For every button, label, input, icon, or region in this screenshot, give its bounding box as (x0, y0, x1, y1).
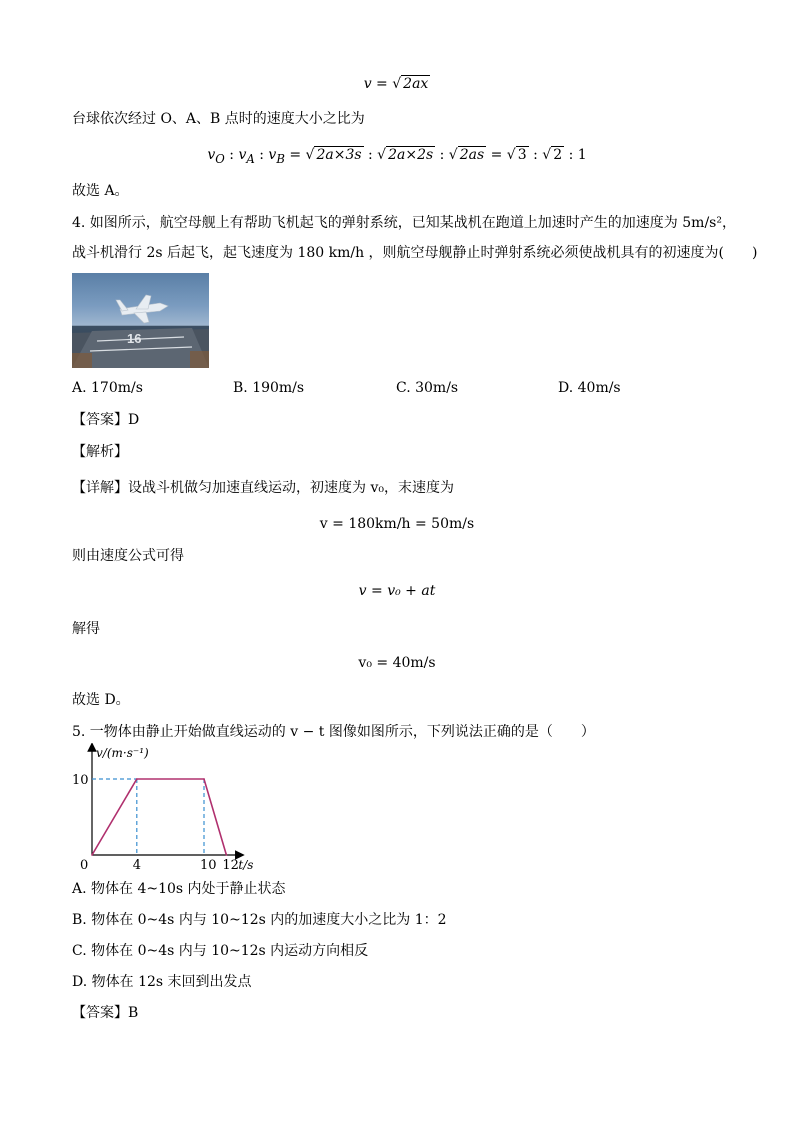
ratio-v-b: $v_B$ (268, 147, 285, 166)
q4-stem-line2: 战斗机滑行 2s 后起飞，起飞速度为 180 km/h ，则航空母舰静止时弹射系统必须使战机具有的初速度为( ) (72, 245, 758, 261)
q4-option-d: D. 40m/s (558, 380, 621, 396)
ratio-tail: : 1 (568, 147, 587, 163)
q5-answer (72, 1003, 138, 1023)
ratio-sqrt-2: 2a×2s (388, 147, 434, 163)
q4-detail (72, 478, 454, 498)
q4-answer-value: D (128, 412, 140, 428)
q4-eq1: v = 180km/h = 50m/s (319, 516, 475, 532)
q4-detail-label: 【详解】 (72, 480, 128, 496)
data-point-3 (226, 854, 228, 856)
q4-eq3: v₀ = 40m/s (358, 655, 436, 671)
x-axis-label: t/s (238, 858, 254, 872)
velocity-series-line (92, 779, 226, 855)
ratio-intro: 台球依次经过 O、A、B 点时的速度大小之比为 (72, 111, 365, 127)
formula-lhs: v = (363, 76, 388, 92)
q5-option-b: B. 物体在 0~4s 内与 10~12s 内的加速度大小之比为 1：2 (72, 912, 447, 928)
ratio-v-o: $v_O$ (207, 147, 225, 166)
aircraft-carrier-photo (72, 273, 209, 368)
ratio-formula: $v_O$ : $v_A$ : $v_B$ = √ 2a×3s : √ 2a×2s : √ 2as = √ 3 : √ 2 : 1 (207, 147, 587, 166)
x-tick-0: 0 (80, 858, 89, 873)
y-tick-10: 10 (72, 773, 89, 788)
q5-answer-label: 【答案】 (72, 1005, 128, 1021)
q4-eq2: v = v₀ + at (358, 583, 436, 599)
q4-stem-line1: 4. 如图所示，航空母舰上有帮助飞机起飞的弹射系统，已知某战机在跑道上加速时产生的加速度为 5m/s²， (72, 215, 736, 231)
data-point-1 (136, 778, 138, 780)
data-point-2 (203, 778, 205, 780)
q4-choose: 故选 D。 (72, 692, 130, 708)
q5-option-d: D. 物体在 12s 末回到出发点 (72, 974, 252, 990)
q4-detail-text: 设战斗机做匀加速直线运动，初速度为 v₀，末速度为 (128, 480, 454, 496)
vt-graph (72, 743, 272, 873)
q5-answer-value: B (128, 1005, 139, 1021)
q4-option-a: A. 170m/s (72, 380, 143, 396)
x-tick-4: 4 (132, 858, 142, 873)
x-tick-12: 12 (222, 858, 239, 873)
ratio-sqrt-5: 2 (553, 147, 563, 163)
ratio-sqrt-3: 2as (459, 147, 485, 163)
ratio-v-a: $v_A$ (238, 147, 255, 166)
formula-sqrt: 2ax (403, 76, 429, 92)
q4-option-c: C. 30m/s (396, 380, 459, 396)
ratio-sqrt-4: 3 (517, 147, 527, 163)
answer-a-line: 故选 A。 (72, 183, 129, 199)
q4-option-b: B. 190m/s (233, 380, 305, 396)
q5-option-c: C. 物体在 0~4s 内与 10~12s 内运动方向相反 (72, 943, 369, 959)
q5-stem: 5. 一物体由静止开始做直线运动的 v − t 图像如图所示，下列说法正确的是（ ） (72, 724, 595, 740)
q4-answer (72, 410, 139, 430)
deck-number: 16 (127, 331, 142, 346)
data-point-0 (91, 854, 93, 856)
q4-answer-label: 【答案】 (72, 412, 128, 428)
y-axis-label: v/(m·s⁻¹) (96, 746, 149, 760)
q4-solve-text: 解得 (72, 621, 100, 637)
ratio-sqrt-1: 2a×3s (316, 147, 362, 163)
q4-then-text: 则由速度公式可得 (72, 548, 184, 564)
x-tick-10: 10 (200, 858, 217, 873)
formula-v-sqrt-2ax: v = √ 2ax (363, 76, 429, 92)
carrier-jet-illustration (72, 273, 209, 368)
q4-analysis-label: 【解析】 (72, 444, 128, 460)
q5-option-a: A. 物体在 4~10s 内处于静止状态 (72, 881, 286, 897)
